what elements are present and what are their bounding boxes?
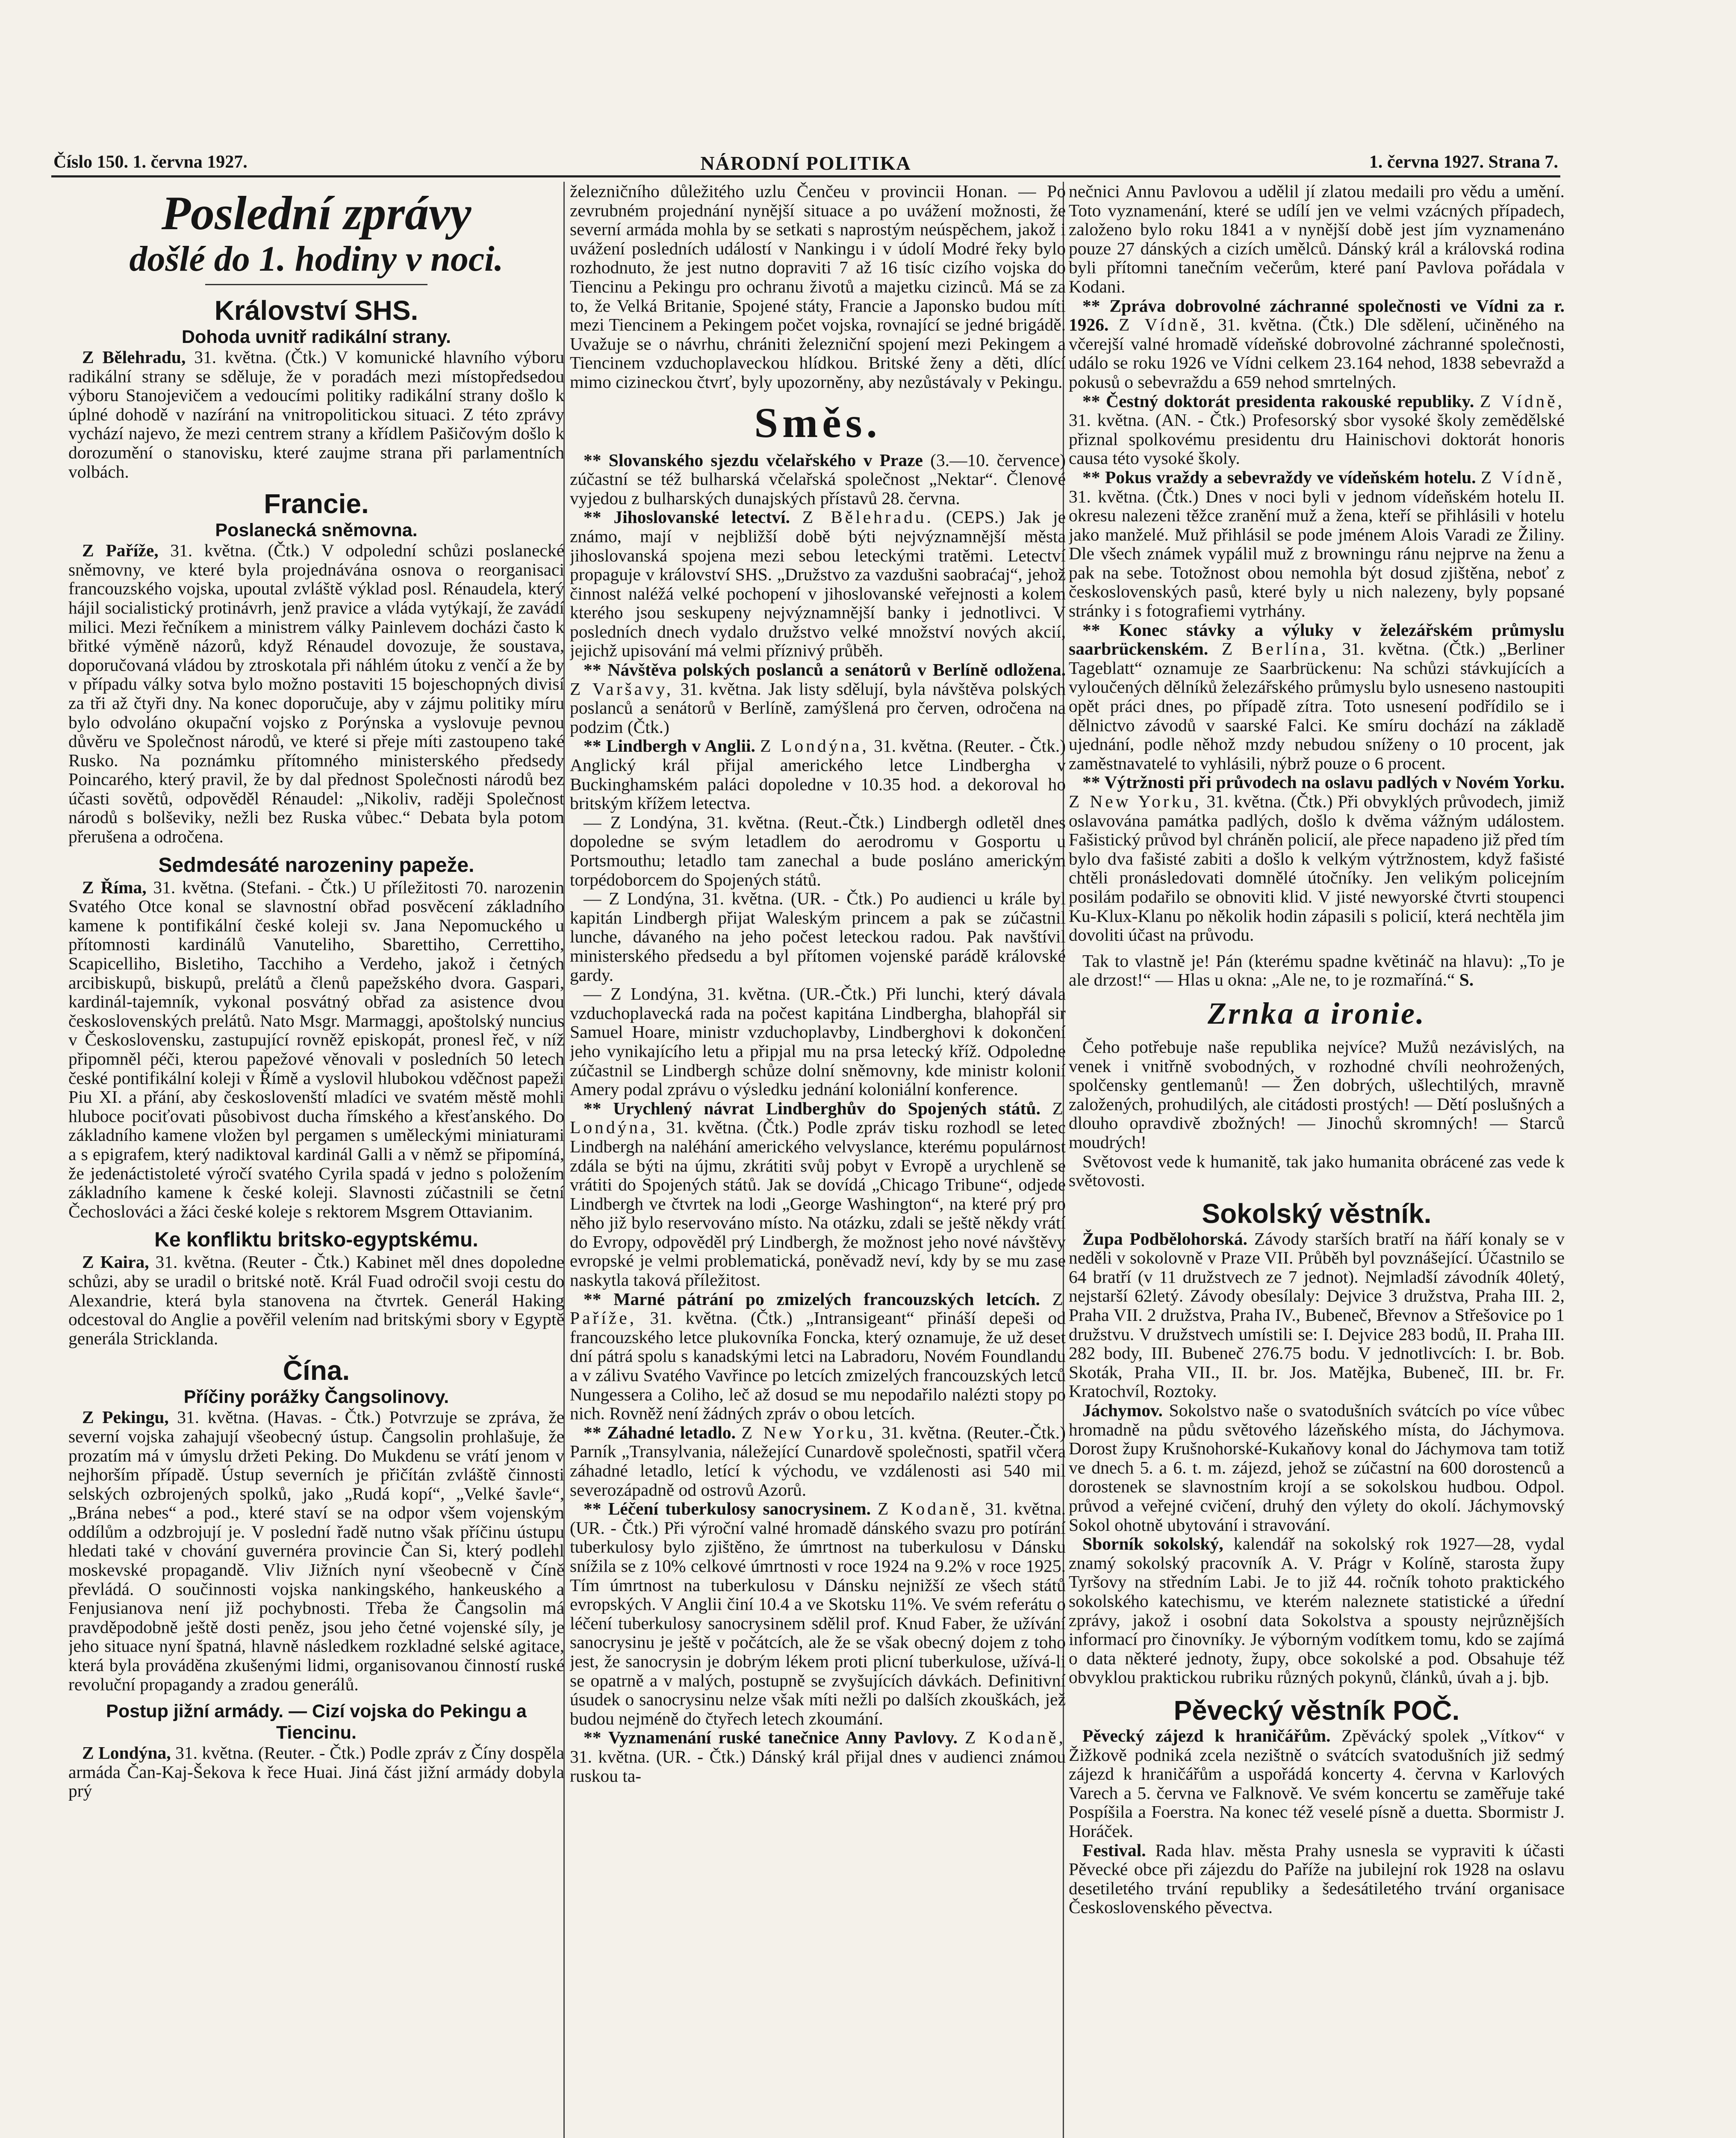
article-subheading: Dohoda uvnitř radikální strany. — [182, 327, 451, 347]
article-body: Z Říma, 31. května. (Stefani. - Čtk.) U příležitosti 70. narozenin Svatého Otce konal se slavnostní obřad posvěcení základního kamene k pontifikální české koleji sv. Jana Nepomuckého u přítomnosti kardinálů Vanuteliho, Sbarettiho, Cerrettiho, Scapicelliho, Bisletiho, Tacchiho a Verdeho, jakož i četných arcibiskupů, biskupů, prelátů a členů papežského dvora. Gaspari, kardinál-tajemník, vykonal posvátný obřad za asistence dvou československých prelátů. Nato Msgr. Marmaggi, apoštolský nuncius v Československu, zastupující rovněž episkopát, pronesl řeč, v níž připomněl péči, kterou papežové věnovali v posledních 50 letech české pontifikální koleji v Římě a vyslovil hlubokou vděčnost papeži Piu XI. a přání, aby českoslovenští mladíci ve svatém městě mohli hluboce pociťovati působivost ducha římského a křesťanského. Do základního kamene vložen byl pergamen s uměleckými miniaturami a s epigrafem, který nadiktoval kardinál Galli a v němž se připomíná, že jedenáctistoleté výročí svatého Cyrila spadá v jedno s položením základního kamene k české koleji. Slavnosti zúčastnili se četní Čechoslováci a žáci české koleje s rektorem Msgrem Ottavianim. — [68, 877, 564, 1221]
item-title: ** Marné pátrání po zmizelých francouzských letcích. — [584, 1289, 1040, 1309]
item-title: ** Čestný doktorát presidenta rakouské republiky. — [1082, 391, 1474, 411]
article-heading: Ke konfliktu britsko-egyptskému. — [154, 1228, 478, 1252]
section-heading: Zrnka a ironie. — [1207, 996, 1426, 1031]
item-title: Sborník sokolský, — [1082, 1534, 1223, 1554]
aphorism: Světovost vede k humanitě, tak jako humanita obrácené zas vede k světovosti. — [1069, 1151, 1565, 1190]
joke: Tak to vlastně je! Pán (kterému spadne květináč na hlavu): „To je ale drzost!“ — Hlas u okna: „Ale ne, to je rozmaříná.“ S. — [1069, 951, 1565, 990]
item-signature: bjb. — [1522, 1667, 1549, 1687]
dateline: Z Říma, — [82, 877, 147, 897]
news-item: ** Konec stávky a výluky v železářském průmyslu saarbrückenském. Z Berlína, 31. května. (Čtk.) „Berliner Tageblatt“ oznamuje ze Saarbrückenu: Na schůzi stávkujících a vyloučených dělníků železářského průmyslu bylo usneseno nastoupiti opět práci dnes, po případě zítra. Toto usnesení podřídilo se i dělnictvo závodů v saarské Falci. Ke smíru dochází na základě ujednání, podle něhož mzdy nebudou sníženy o 10 procent, jak zaměstnavatelé to vyhlásili, nýbrž pouze o 6 procent. — [1069, 620, 1565, 773]
item-title: ** Zpráva dobrovolné záchranné společnosti ve Vídni za r. 1926. — [1069, 295, 1565, 335]
item-title: ** Konec stávky a výluky v železářském průmyslu saarbrückenském. — [1069, 620, 1565, 659]
item-title: ** Pokus vraždy a sebevraždy ve vídeňském hotelu. — [1082, 467, 1476, 487]
page-number-info: 1. června 1927. Strana 7. — [1369, 152, 1558, 172]
news-item: ** Lindbergh v Anglii. Z Londýna, 31. května. (Reuter. - Čtk.) Anglický král přijal amerického letce Lindbergha v Buckinghamském paláci dopoledne v 10.35 hod. a dekoroval ho britským křížem letectva. — [570, 736, 1066, 813]
item-title: Festival. — [1082, 1840, 1146, 1860]
item-title: Jáchymov. — [1082, 1400, 1163, 1420]
news-item: ** Vyznamenání ruské tanečnice Anny Pavlovy. Z Kodaně, 31. května. (UR. - Čtk.) Dánský král přijal dnes v audienci známou ruskou ta- — [570, 1728, 1066, 1786]
article-body: Z Pekingu, 31. května. (Havas. - Čtk.) Potvrzuje se zpráva, že severní vojska zahajují všeobecný ústup. Čangsolin prohlašuje, že prozatím má v úmyslu držeti Peking. Do Mukdenu se vrátí jenom v nejhorším případě. Ústup severních je přičítán zvláště činnosti selských ozbrojených spolků, jako „Rudá kopí“, „Velké šavle“, „Brána nebes“ a pod., které staví se na odpor všem vojenským oddílům a odzbrojují je. V poslední řadě nutno však příčinu ústupu hledati také v chování guvernéra provincie Čan Si, který podlehl moskevské propagandě. Vliv Jižních nyní všeobecně v Číně převládá. O součinnosti vojska nankingského, hankeuského a Fenjusianova není již pochybnosti. Třeba že Čangsolin má pravděpodobně ještě dosti peněz, jsou jeho četné vojenské síly, je jeho situace nyní špatná, hlavně následkem rozkladné selské agitace, která byla prováděna zkušenými lidmi, organisovanou činností ruské revoluční propagandy a zradou generálů. — [68, 1407, 564, 1694]
section-banner-title: Poslední zprávy — [161, 187, 472, 240]
dateline: Z Kaira, — [82, 1252, 149, 1272]
aphorism: Čeho potřebuje naše republika nejvíce? Mužů nezávislých, na venek i vnitřně svobodných, v rozhodné chvíli neohrožených, spolčensky gentlemanů! — Žen dobrých, ušlechtilých, mravně založených, prohudilých, ale citádosti prostých! — Dětí poslušných a dlouho opravdivě zbožných! — Jinochů skromných! — Starců moudrých! — [1069, 1037, 1565, 1152]
news-item: Festival. Rada hlav. města Prahy usnesla se vypraviti k účasti Pěvecké obce při zájezdu do Paříže na jubilejní rok 1928 na oslavu desetiletého trvání republiky a šedesátiletého trvání organisace Československého pěvectva. — [1069, 1840, 1565, 1917]
news-item: ** Pokus vraždy a sebevraždy ve vídeňském hotelu. Z Vídně, 31. května. (Čtk.) Dnes v noci byli v jednom vídeňském hotelu II. okresu nalezeni těžce zranění muž a žena, kteří se přihlásili v hotelu jako manželé. Muž přihlásil se pode jménem Alois Varadi ze Žiliny. Dle všech známek vypálil muž z browningu ránu nejprve na ženu a pak na sebe. Totožnost obou nemohla být dosud zjištěna, neboť z československých pasů, které byly u nich nalezeny, byly popsané stránky i s fotografiemi vytrhány. — [1069, 467, 1565, 621]
section-banner-subtitle: došlé do 1. hodiny v noci. — [129, 239, 504, 279]
section-heading: Sokolský věstník. — [1202, 1198, 1432, 1229]
news-item: — Z Londýna, 31. května. (Reut.-Čtk.) Lindbergh odletěl dnes dopoledne se svým letadlem do aerodromu v Gosportu u Portsmouthu; letadlo tam zanechal a bude posláno americkým torpédoborcem do Spojených států. — [570, 812, 1066, 889]
dateline: Z Paříže, — [82, 540, 159, 561]
item-title: ** Urychlený návrat Lindberghův do Spojených států. — [584, 1098, 1040, 1118]
item-title: ** Výtržnosti při průvodech na oslavu padlých v Novém Yorku. — [1082, 772, 1565, 792]
news-item: Sborník sokolský, kalendář na sokolský rok 1927—28, vydal znamý sokolský pracovník A. V. Prágr v Kolíně, starosta župy Tyršovy na středním Labi. Je to již 44. ročník tohoto praktického sokolského katechismu, ve kterém naleznete statistické a úřední zprávy, jakož i osobní data Sokolstva a spousty nejrůznějších informací pro činovníky. Je výborným vodítkem tomu, kdo se zajímá o data některé jednoty, župy, obce sokolské a pod. Obsahuje též obvyklou praktickou rubriku různých pokynů, článků, úvah a j. bjb. — [1069, 1534, 1565, 1687]
item-title: ** Jihoslovanské letectví. — [584, 507, 790, 527]
section-heading: Směs. — [754, 399, 881, 446]
news-item: — Z Londýna, 31. května. (UR.-Čtk.) Při lunchi, který dávala vzduchoplavecká rada na počest kapitána Lindbergha, blahopřál sir Samuel Hoare, ministr vzduchoplavby, Lindberghovi k dokončení jeho vynikajícího letu a připjal mu na prsa letecký kříž. Odpoledne zúčastnil se Lindbergh schůze dolní sněmovny, kde ministr kolonií Amery podal zprávu o výsledku jednání koloniální konference. — [570, 984, 1066, 1099]
article-subheading: Příčiny porážky Čangsolinovy. — [183, 1387, 449, 1408]
news-item: ** Marné pátrání po zmizelých francouzských letcích. Z Paříže, 31. května. (Čtk.) „Intransigeant“ přináší depeši od francouzského letce plukovníka Foncka, který oznamuje, že už deset dní pátrá spolu s kanadskými letci na Labradoru, Novém Foundlandu a v zálivu Svatého Vavřince po letcích zmizelých francouzských letců Nungessera a Coliho, leč až dosud se mu nepodařilo nalézti stopy po nich. Rovněž není žádných zpráv o obou letcích. — [570, 1289, 1066, 1423]
column-1 — [68, 182, 564, 2138]
header-rule — [51, 175, 1560, 177]
news-item: Pěvecký zájezd k hraničářům. Zpěvácký spolek „Vítkov“ v Žižkově podniká zcela nezištně o svátcích svatodušních již sedmý zájezd k hraničářům a uspořádá koncerty 4. června v Karlových Varech a 5. června ve Falknově. Ve svém koncertu se zaměřuje také Pospíšila a Foerstra. Na konec též veselé písně a duetta. Sbormistr J. Horáček. — [1069, 1725, 1565, 1841]
article-heading: Sedmdesáté narozeniny papeže. — [158, 853, 475, 877]
item-title: ** Vyznamenání ruské tanečnice Anny Pavlovy. — [584, 1728, 958, 1748]
news-item: — Z Londýna, 31. května. (UR. - Čtk.) Po audienci u krále byl kapitán Lindbergh přijat Waleským princem a pak se zúčastnil lunche, dávaného na jeho počest leteckou radou. Pak navštívil ministerského předsedu a byl přítomen vojenské parádě královské gardy. — [570, 889, 1066, 985]
news-item: ** Návštěva polských poslanců a senátorů v Berlíně odložena. Z Varšavy, 31. května. Jak listy sdělují, byla návštěva polských poslanců a senátorů v Berlíně, zamýšlená pro červen, odročena na podzim (Čtk.) — [570, 660, 1066, 737]
article-heading: Francie. — [264, 488, 369, 520]
item-title: ** Slovanského sjezdu včelařského v Praze — [584, 450, 923, 470]
news-item: ** Výtržnosti při průvodech na oslavu padlých v Novém Yorku. Z New Yorku, 31. května. (Čtk.) Při obvyklých průvodech, jimiž oslavována památka padlých, došlo k dvěma vážným událostem. Fašistický průvod byl chráněn policií, ale přece napadeno již před tím bylo dva fašisté zabiti a došlo k velkým výtržnostem, když fašisté chtěli pronásledovati domnělé útočníky. Jen velikým policejním posilám podařilo se obnoviti klid. V jisté newyorské čtvrti stoupenci Ku-Klux-Klanu po několik hodin zápasili s policií, která nechtěla jim dovoliti účast na průvodu. — [1069, 772, 1565, 945]
article-heading: Království SHS. — [214, 295, 419, 326]
article-body: Z Kaira, 31. května. (Reuter - Čtk.) Kabinet měl dnes dopoledne schůzi, aby se uradil o britské notě. Král Fuad odročil svoji cestu do Alexandrie, která byla stanovena na čtvrtek. Generál Haking odcestoval do Anglie a pověřil velením nad britskými sbory v Egyptě generála Stricklanda. — [68, 1252, 564, 1348]
section-heading: Pěvecký věstník POČ. — [1173, 1695, 1460, 1726]
item-title: ** Návštěva polských poslanců a senátorů v Berlíně odložena. — [584, 660, 1066, 680]
article-heading: Postup jižní armády. — Cizí vojska do Pekingu a Tiencinu. — [106, 1701, 527, 1743]
news-item: ** Urychlený návrat Lindberghův do Spojených států. Z Londýna, 31. května. (Čtk.) Podle zpráv tisku rozhodl se letec Lindbergh na naléhání amerického velvyslance, kterému populárnost zdála se býti na újmu, zkrátiti svůj pobyt v Evropě a urychleně se vrátiti do Spojených států. Jak se dovídá „Chicago Tribune“, odjede Lindbergh ve čtvrtek na lodi „George Washington“, na které prý pro něho již bylo reservováno místo. Na otázku, zdali se ještě někdy vrátí do Evropy, odpověděl prý Lindbergh, že možnost jeho nové návštěvy evropské je velmi problematická, poněvadž neví, kdy by se mu zase naskytla taková příležitost. — [570, 1098, 1066, 1290]
article-subheading: Poslanecká sněmovna. — [215, 520, 418, 541]
article-body: Z Bělehradu, 31. května. (Čtk.) V komunické hlavního výboru radikální strany se sděluje, že v poradách mezi místopředsedou výboru Stanojevičem a vedoucími politiky radikální strany došlo k úplné dohodě v nazírání na vnitropolitickou situaci. Z této zprávy vychází najevo, že mezi centrem strany a křídlem Pašičovým došlo k dorozumění o stanovisku, které zaujme strana při parlamentních volbách. — [68, 347, 564, 481]
item-title: ** Záhadné letadlo. — [584, 1422, 736, 1442]
news-item: ** Záhadné letadlo. Z New Yorku, 31. května. (Reuter.-Čtk.) Parník „Transylvania, náležející Cunardově společnosti, spatřil včera záhadné letadlo, letící k východu, ve vzdálenosti asi 540 mil severozápadně od ostrovů Azorů. — [570, 1422, 1066, 1500]
column-3 — [1069, 182, 1565, 2138]
dateline: Z Londýna, — [82, 1743, 171, 1763]
news-item: ** Čestný doktorát presidenta rakouské republiky. Z Vídně, 31. května. (AN. - Čtk.) Profesorský sbor vysoké školy zemědělské přiznal spolkovému presidentu dru Hainischovi doktorát honoris causa této vysoké školy. — [1069, 391, 1565, 468]
item-title: ** Léčení tuberkulosy sanocrysinem. — [584, 1499, 871, 1519]
news-item: nečnici Annu Pavlovou a udělil jí zlatou medaili pro vědu a umění. Toto vyznamenání, které se udílí jen ve velmi vzácných případech, založeno bylo roku 1841 a v nynější době jest jím vyznamenáno pouze 27 dánských a cizích umělců. Dánský král a královská rodina byli přítomni tanečním večerům, které paní Pavlova pořádala v Kodani. — [1069, 182, 1565, 296]
dateline: Z Pekingu, — [82, 1407, 169, 1427]
item-title: ** Lindbergh v Anglii. — [584, 736, 755, 756]
banner-rule — [205, 284, 427, 285]
dateline: Z Bělehradu, — [82, 347, 186, 367]
masthead-title: NÁRODNÍ POLITIKA — [700, 152, 911, 174]
news-item: ** Zpráva dobrovolné záchranné společnosti ve Vídni za r. 1926. Z Vídně, 31. května. (Čtk.) Dle sdělení, učiněného na včerejší valné hromadě vídeňské dobrovolné záchranné společnosti, událo se roku 1926 ve Vídni celkem 23.164 nehod, 1838 sebevražd a pokusů o sebevraždu a 659 nehod smrtelných. — [1069, 295, 1565, 392]
page-header — [53, 152, 1558, 177]
article-body: Z Paříže, 31. května. (Čtk.) V odpolední schůzi poslanecké sněmovny, ve které byla projednávána osnova o reorganisaci francouzského vojska, upoutal zvláště výklad posl. Rénaudela, který hájil socialistický protinávrh, jenž pravice a vláda vytýkají, že zavádí milici. Mezi řečníkem a ministrem války Painlevem docházi často k břitké výměně názorů, když Rénaudel dovozuje, že soustava, doporučovaná vládou by ztroskotala při náhlém útoku z venčí a že by v případu války sotva bylo možno postaviti 15 bojeschopných divisí za tři až čtyři dny. Na konec doporučuje, aby v zájmu politiky míru bylo odvoláno okupační vojsko z Porýnska a vyslovuje pevnou důvěru ve Společnost národů, ve které si přeje míti zastoupeno také Rusko. Na poznámku přítomného ministerského předsedy Poincarého, který pravil, že by dal přednost Společnosti národů bez účasti sovětů, odpověděl Rénaudel: „Nikoliv, raději Společnost národů s bolševiky, nežli bez Ruska vůbec.“ Debata byla potom přerušena a odročena. — [68, 540, 564, 847]
article-body: železničního důležitého uzlu Čenčeu v provincii Honan. — Po zevrubném projednání nynější situace a po uvážení možnosti, že severní armáda mohla by se setkati s naprostým neúspěchem, jakož i uvážení posledních událostí v Nankingu i v údolí Modré řeky bylo rozhodnuto, že jest nutno dopraviti 7 až 16 tisíc cizího vojska do Tiencinu a Pekingu pro ochranu životů a majetku cizinců. Má se za to, že Velká Britanie, Spojené státy, Francie a Japonsko budou míti mezi Tiencinem a Pekingem počet vojska, rovnající se jedné brigádě. Uvažuje se o návrhu, chrániti železniční spojení mezi Pekingem a Tiencinem vzduchoplaveckou hlídkou. Britské ženy a děti, dlící mimo cizineckou čtvrť, byly upozorněny, aby nezůstávaly v Pekingu. — [570, 182, 1066, 392]
news-item: Jáchymov. Sokolstvo naše o svatodušních svátcích po více vůbec hromadně na půdu světového lázeňského místa, do Jáchymova. Dorost župy Krušnohorské-Kukaňovy konal do Jáchymova tam totiž ve dnech 5. a 6. t. m. zájezd, jehož se zúčastní na 600 dorostenců a dorostenek se slavnostním krojí a se sokolskou hudbou. Odpol. průvod a veřejné cvičení, druhý den výlety do okolí. Jáchymovský Sokol ohotně ubytování i stravování. — [1069, 1400, 1565, 1535]
issue-info: Číslo 150. 1. června 1927. — [53, 152, 248, 172]
column-2 — [570, 182, 1066, 2138]
news-item: ** Léčení tuberkulosy sanocrysinem. Z Kodaně, 31. května. (UR. - Čtk.) Při výroční valné hromadě dánského svazu pro potírání tuberkulosy bylo zjištěno, že úmrtnost na tuberkulosu v Dánsku snížila se z 10% celkové úmrtnosti v roce 1924 na 9.2% v roce 1925. Tím úmrtnost na tuberkulosu v Dánsku nejnižší ze všech států evropských. V Anglii činí 10.4 a ve Skotsku 11%. Ve svém referátu o léčení tuberkulosy sanocrysinem sdělil prof. Knud Faber, že užívání sanocrysinu je ještě v počátcích, ale že se však obecný dojem z toho jest, že sanocrysin je dobrým lékem proti plicní tuberkulose, užívá-li se opatrně a v malých, postupně se zvyšujících dávkách. Definitivní úsudek o sanocrysinu nelze však míti nežli po dalších zkouškách, jež budou nejméně do čtyřech letech zkoumání. — [570, 1499, 1066, 1728]
item-title: Župa Podbělohorská. — [1082, 1228, 1247, 1249]
joke-signature: S. — [1459, 970, 1474, 990]
news-item: Župa Podbělohorská. Závody starších bratří na ňáří konaly se v neděli v sokolovně v Praze VII. Průběh byl povznášející. Účastnilo se 64 bratří (v 11 družstvech ze 7 jednot). Nejmladší závodník 40letý, nejstarší 62letý. Závody obesílaly: Dejvice 3 družstva, Praha III. 2, Praha VII. 2 družstva, Praha IV., Bubeneč, Břevnov a Střešovice po 1 družstvu. V družstvech umístili se: I. Dejvice 283 bodů, II. Praha III. 282 body, III. Bubeneč 276.75 bodu. V jednotlivcích: I. br. Bob. Skoták, Praha VII., II. br. Jos. Matějka, Bubeneč, III. br. Fr. Kratochvíl, Roztoky. — [1069, 1228, 1565, 1401]
news-item: ** Jihoslovanské letectví. Z Bělehradu. (CEPS.) Jak je známo, mají v nejbližší době býti nejvýznamnější města jihoslovanská spojena mezi sebou leteckými tratěmi. Letectví propaguje v království SHS. „Družstvo za vazdušni saobraćaj“, jehož činnost naléžá velké pochopení v jihoslovanské veřejnosti a kolem kterého jsou seskupeny nejvýznamnější banky i jednotlivci. V posledních dnech vydalo družstvo velké množství nových akcií, jejichž upisování má velmi příznivý průběh. — [570, 507, 1066, 661]
news-item: ** Slovanského sjezdu včelařského v Praze (3.—10. července) zúčastní se též bulharská včelařská společnost „Nektar“. Členové vyjedou z bulharských dunajských přístavů 28. června. — [570, 450, 1066, 508]
article-heading: Čína. — [283, 1355, 350, 1386]
article-body: Z Londýna, 31. května. (Reuter. - Čtk.) Podle zpráv z Číny dospěla armáda Čan-Kaj-Šekova k řece Huai. Jiná část jižní armády dobyla prý — [68, 1743, 564, 1801]
item-title: Pěvecký zájezd k hraničářům. — [1082, 1725, 1331, 1745]
